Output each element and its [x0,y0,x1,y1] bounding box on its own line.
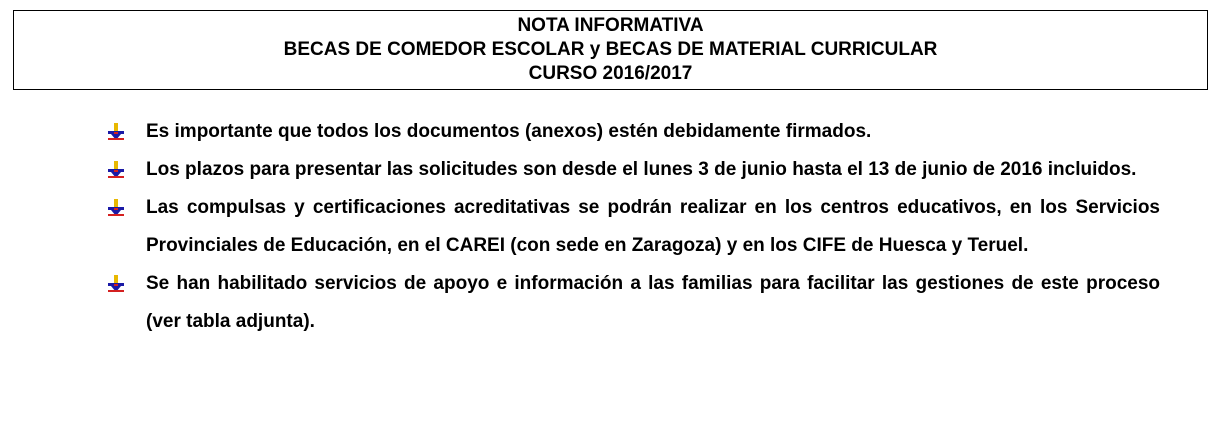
course-year: CURSO 2016/2017 [528,63,693,84]
document-title: NOTA INFORMATIVA [517,15,704,36]
list-item [108,265,1160,341]
arrow-down-icon [108,161,124,179]
arrow-down-icon [108,275,124,293]
arrow-down-icon [108,123,124,141]
list-item-text: Se han habilitado servicios de apoyo e información a las familias para facilitar las gestiones de este proceso (ver tabla adjunta). [146,273,1160,332]
document-subtitle: BECAS DE COMEDOR ESCOLAR y BECAS DE MATERIAL CURRICULAR [283,39,938,60]
list-item [108,189,1160,265]
bullet-list [108,113,1160,341]
list-item-text: Los plazos para presentar las solicitudes son desde el lunes 3 de junio hasta el 13 de junio de 2016 incluidos. [146,159,1137,180]
list-item [108,151,1160,189]
list-item [108,113,1160,151]
header-box [13,10,1208,90]
arrow-down-icon [108,199,124,217]
list-item-text: Las compulsas y certificaciones acreditativas se podrán realizar en los centros educativos, en los Servicios Provinciales de Educación, en el CAREI (con sede en Zaragoza) y en los CIFE de Huesca y Teruel. [146,197,1160,256]
list-item-text: Es importante que todos los documentos (anexos) estén debidamente firmados. [146,121,872,142]
